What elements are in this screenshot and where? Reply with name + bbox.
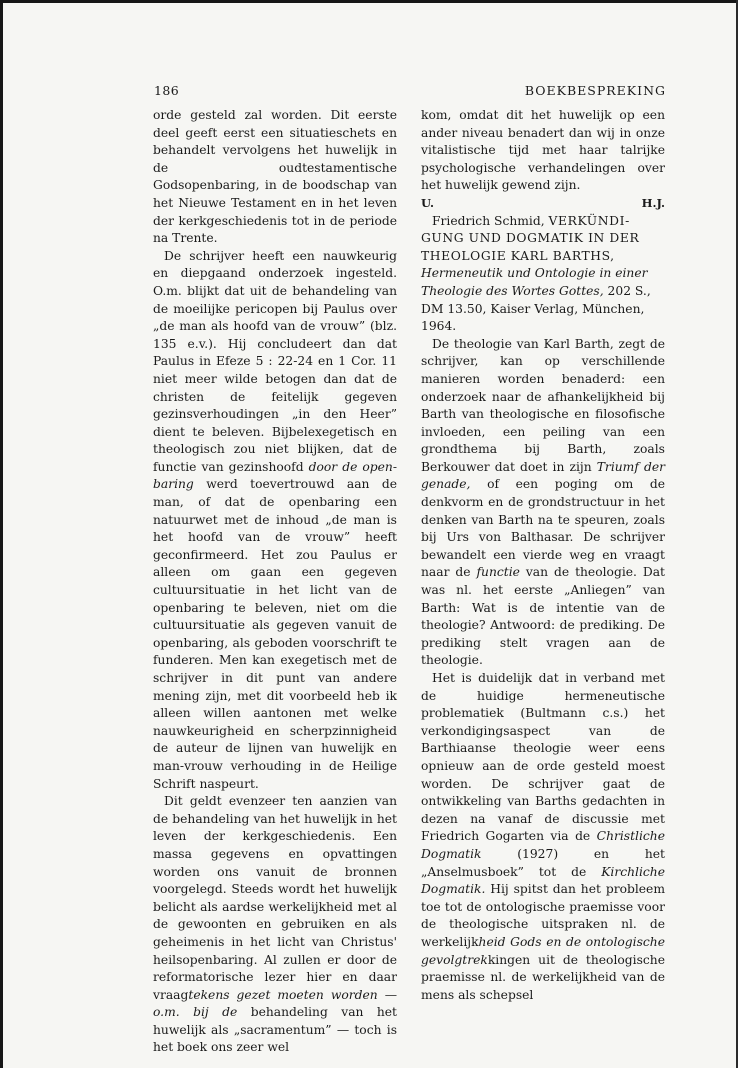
left-p3-emphasis: tekens gezet moeten worden — o.m. bij de xyxy=(153,987,397,1020)
left-paragraph-1: orde gesteld zal worden. Dit eerste deel geeft eerst een situatieschets en behandelt vervolgens het huwelijk in de oudtestamentische Godsopenbaring, in de boodschap van het Nieuwe Testament en in het leven der kerkgeschiedenis tot in de periode na Trente. xyxy=(153,108,397,246)
scan-border-top xyxy=(0,0,738,3)
book-citation xyxy=(421,213,665,336)
review-signature xyxy=(421,195,665,213)
right-p2-text-a: De theologie van Karl Barth, zegt de schrijver, kan op verschillende manieren worden benaderd: een onderzoek naar de afhankelijkheid bij Barth van theologische en filosofische invloeden, een peiling van een grondthema bij Barth, zoals Berkouwer dat doet in zijn xyxy=(421,336,665,474)
right-p3-emphasis-1: Christliche Dogmatik xyxy=(421,829,665,861)
section-title: BOEKBESPREKING xyxy=(524,83,666,98)
running-head xyxy=(154,83,666,101)
left-p2-text-a: De schrijver heeft een nauwkeurig en diepgaand onderzoek ingesteld. O.m. blijkt dat uit de behandeling van de moeilijke pericopen bij Paulus over „de man als hoofd van de vrouw” (blz. 135 e.v.). Hij concludeert dan dat Paulus in Efeze 5 : 22-24 en 1 Cor. 11 niet meer wilde betogen dan dat de christen de feitelijk gegeven gezinsverhoudingen „in den Heer” dient te beleven. Bijbelexegetisch en theologisch zou niet blijken, dat de functie van gezinshoofd xyxy=(153,248,397,474)
left-paragraph-3 xyxy=(153,793,397,1057)
book-title: VERKÜNDIGUNG UND DOGMATIK IN DER THEOLOGIE KARL BARTHS, xyxy=(421,213,640,263)
signature-initial-left: U. xyxy=(421,195,434,210)
right-p3-emphasis-3: heid Gods en de ontologische gevolgtrek xyxy=(421,934,665,967)
right-paragraph-2 xyxy=(421,336,665,670)
right-p3-text-d: kingen uit de theologische praemisse nl. de werkelijkheid van de mens als schepsel xyxy=(421,952,665,1002)
left-p3-text-b: behandeling van het huwelijk als „sacramentum” — toch is het boek ons zeer wel xyxy=(153,1005,397,1055)
right-p2-emphasis-2: functie xyxy=(476,565,520,580)
right-column xyxy=(421,107,665,1004)
right-paragraph-1: kom, omdat dit het huwelijk op een ander niveau benadert dan wij in onze vitalistische tijd met haar talrijke psychologische verhandelingen over het huwelijk gewend zijn. xyxy=(421,108,665,193)
page-number: 186 xyxy=(154,83,180,98)
left-p3-text-a: Dit geldt evenzeer ten aanzien van de behandeling van het huwelijk in het leven der kerkgeschiedenis. Een massa gegevens en opvattingen worden ons vanuit de bronnen voorgelegd. Steeds wordt het huwelijk belicht als aardse werkelijkheid met al de gewoonten en gebruiken en als geheimenis in het licht van Christus' heilsopenbaring. Al zullen er door de reformatorische lezer hier en daar vraag xyxy=(153,794,397,1002)
right-p2-text-b: of een poging om de denkvorm en de grondstructuur in het denken van Barth na te speuren, zoals bij Urs von Balthasar. De schrijver bewandelt een vierde weg en vraagt naar de xyxy=(421,477,665,580)
left-p2-emphasis: door de openbaring xyxy=(153,459,397,492)
left-column xyxy=(153,107,397,1057)
right-p3-text-c: Hij spitst dan het probleem toe tot de ontologische praemisse voor de theologische uitspraken nl. de werkelijk xyxy=(421,882,665,949)
right-paragraph-3 xyxy=(421,670,665,1004)
right-p3-text-a: Het is duidelijk dat in verband met de huidige hermeneutische problematiek (Bultmann c.s.) het verkondigingsaspect van de Barthiaanse theologie weer eens opnieuw aan de orde gesteld moest worden. De schrijver gaat de ontwikkeling van Barths gedachten in dezen na vanaf de discussie met Friedrich Gogarten via de xyxy=(421,671,665,844)
right-p2-text-c: van de theologie. Dat was nl. het eerste „Anliegen” van Barth: Wat is de intentie van de theologie? Antwoord: de prediking. De prediking stelt vragen aan de theologie. xyxy=(421,565,665,668)
right-p2-emphasis-1: Triumf der genade, xyxy=(421,459,665,492)
right-p3-text-b: (1927) en het „Anselmusboek” tot de xyxy=(421,846,665,879)
book-subtitle: Hermeneutik und Ontologie in einer Theologie des Wortes Gottes, xyxy=(421,266,648,298)
signature-initial-right: H.J. xyxy=(641,195,665,210)
scan-border-left xyxy=(0,0,3,1068)
left-p2-text-b: werd toevertrouwd aan de man, of dat de openbaring een natuurwet met de inhoud „de man is het hoofd van de vrouw” heeft geconfirmeerd. Het zou Paulus er alleen om gaan een gegeven cultuursituatie in het licht van de openbaring te beleven, niet om die cultuursituatie als gegeven vanuit de openbaring, als geboden voorschrift te funderen. Men kan exegetisch met de schrijver in dit punt van andere mening zijn, met dit voorbeeld heb ik alleen willen aantonen met welke nauwkeurigheid en scherpzinnigheid de auteur de lijnen van huwelijk en man-vrouw verhouding in de Heilige Schrift naspeurt. xyxy=(153,477,397,791)
right-p3-emphasis-2: Kirchliche Dogmatik. xyxy=(421,864,665,897)
book-details: 202 S., DM 13.50, Kaiser Verlag, München, 1964. xyxy=(421,283,651,334)
book-author: Friedrich Schmid, xyxy=(432,213,549,228)
left-paragraph-2 xyxy=(153,248,397,793)
